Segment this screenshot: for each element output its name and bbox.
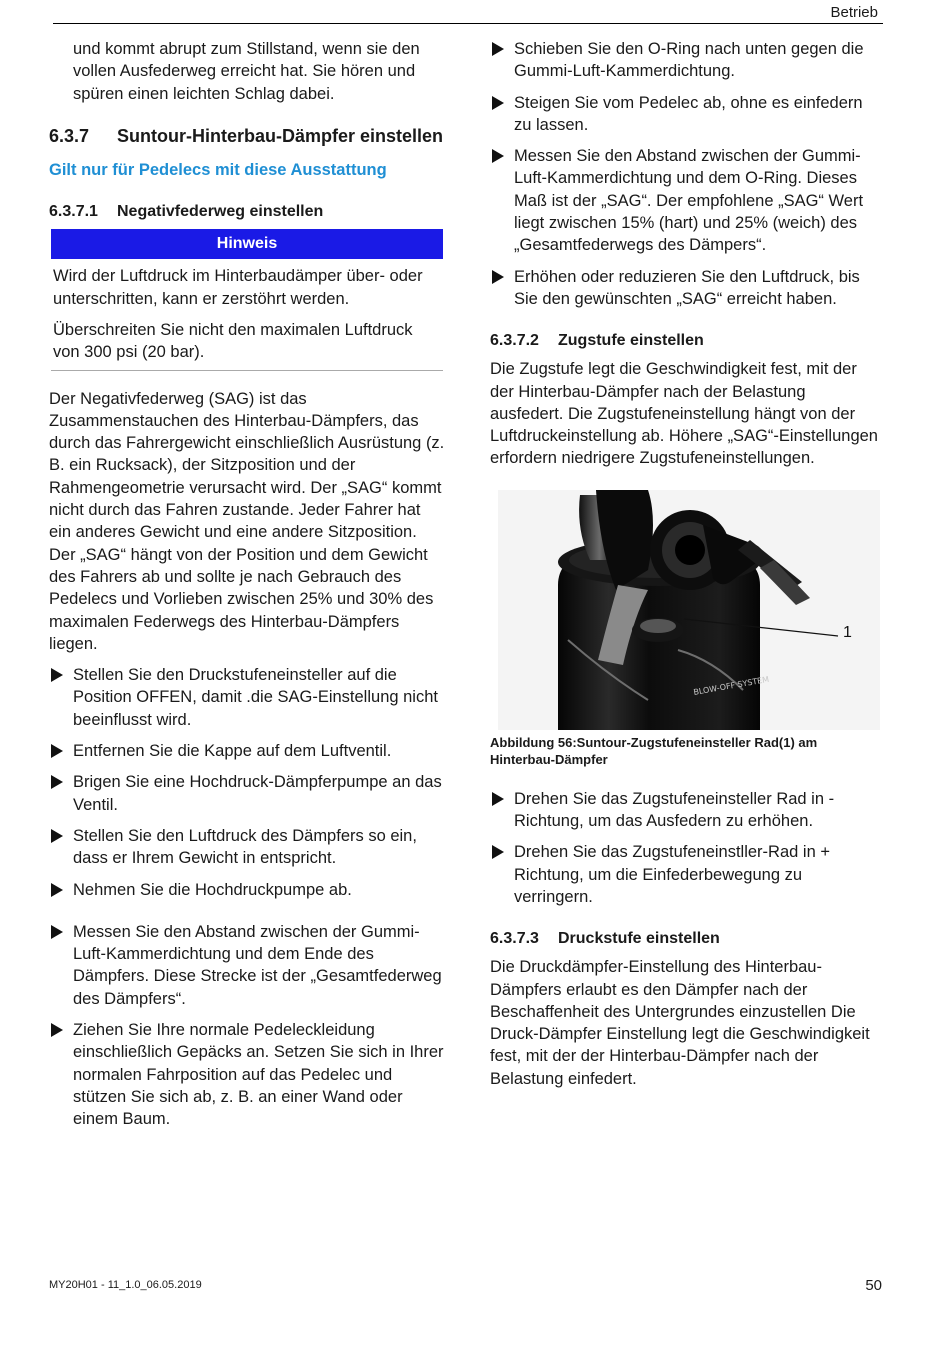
shock-absorber-illustration — [498, 490, 880, 730]
notice-label: Hinweis — [51, 229, 443, 259]
subsection-title: Zugstufe einstellen — [558, 332, 704, 350]
figure-caption: Abbildung 56:Suntour-Zugstufeneinsteller Rad(1) am Hinterbau-Dämpfer — [490, 734, 818, 767]
triangle-bullet-icon — [49, 825, 73, 870]
subsection-heading — [49, 201, 445, 223]
section-number: 6.3.7 — [49, 125, 90, 146]
instruction-step — [490, 266, 882, 311]
section-title: Suntour-Hinterbau-Dämpfer einstellen — [117, 125, 444, 146]
triangle-bullet-icon — [49, 664, 73, 731]
step-text: Steigen Sie vom Pedelec ab, ohne es einfedern zu lassen. — [514, 93, 863, 134]
instruction-step — [490, 841, 882, 908]
instruction-step — [49, 664, 445, 731]
triangle-bullet-icon — [490, 841, 514, 908]
step-text: Drehen Sie das Zugstufeneinsteller Rad in - Richtung, um das Ausfedern zu erhöhen. — [514, 789, 835, 831]
header-rule — [53, 23, 883, 24]
notice-text: Wird der Luftdruck im Hinterbaudämper über- oder unterschritten, kann er zerstöhrt werden. — [53, 267, 423, 308]
step-text: Stellen Sie den Luftdruck des Dämpfers so ein, dass er Ihrem Gewicht in entspricht. — [73, 826, 417, 868]
subsection-number: 6.3.7.2 — [490, 332, 539, 350]
instruction-step — [49, 921, 445, 1010]
step-text: Erhöhen oder reduzieren Sie den Luftdruck, bis Sie den gewünschten „SAG“ erreicht haben. — [514, 267, 860, 308]
step-text: Schieben Sie den O-Ring nach unten gegen die Gummi-Luft-Kammerdichtung. — [514, 40, 864, 81]
triangle-bullet-icon — [49, 771, 73, 816]
body-paragraph: Die Druckdämpfer-Einstellung des Hinterbau-Dämpfers erlaubt es den Dämpfer nach der Beschaffenheit des Untergrundes einzustellen Die Druck-Dämpfer Einstellung legt die Geschwindigkeit fest, mit der der Hinterbau-Dämpfer nach der Belastung einfedert. — [490, 958, 870, 1088]
footer-document-id: MY20H01 - 11_1.0_06.05.2019 — [49, 1279, 202, 1291]
triangle-bullet-icon — [49, 1019, 73, 1130]
instruction-step — [49, 740, 445, 762]
instruction-step — [490, 92, 882, 137]
notice-box — [51, 229, 443, 370]
applies-note: Gilt nur für Pedelecs mit diese Ausstattung — [49, 161, 387, 180]
triangle-bullet-icon — [490, 38, 514, 83]
callout-number: 1 — [843, 623, 852, 641]
step-text: Brigen Sie eine Hochdruck-Dämpferpumpe an das Ventil. — [73, 773, 442, 814]
intro-text: und kommt abrupt zum Stillstand, wenn sie den vollen Ausfederweg erreicht hat. Sie hören und spüren einen leichten Schlag dabei. — [73, 40, 420, 103]
subsection-title: Negativfederweg einstellen — [117, 203, 324, 221]
step-text: Stellen Sie den Druckstufeneinsteller auf die Position OFFEN, damit .die SAG-Einstellung nicht beeinflusst wird. — [73, 666, 438, 729]
step-text: Entfernen Sie die Kappe auf dem Luftventil. — [73, 742, 392, 761]
triangle-bullet-icon — [490, 92, 514, 137]
triangle-bullet-icon — [490, 788, 514, 833]
notice-text: Überschreiten Sie nicht den maximalen Luftdruck von 300 psi (20 bar). — [53, 320, 413, 362]
step-text: Messen Sie den Abstand zwischen der Gummi-Luft-Kammerdichtung und dem Ende des Dämpfers. Diese Strecke ist der „Gesamtfederweg des Dämpfers“. — [73, 922, 442, 1008]
triangle-bullet-icon — [49, 740, 73, 762]
subsection-number: 6.3.7.3 — [490, 930, 539, 948]
triangle-bullet-icon — [49, 879, 73, 901]
triangle-bullet-icon — [490, 266, 514, 311]
subsection-number: 6.3.7.1 — [49, 203, 98, 221]
triangle-bullet-icon — [490, 145, 514, 256]
instruction-step — [490, 788, 882, 833]
body-paragraph: Die Zugstufe legt die Geschwindigkeit fest, mit der der Hinterbau-Dämpfer nach der Belastung ausfedert. Die Zugstufeneinstellung hängt von der Luftdruckeinstellung ab. Höhere „SAG“-Einstellungen erfordern niedrigere Zugstufeneinstellungen. — [490, 360, 878, 468]
photo-label: BLOW-OFF SYSTEM — [692, 674, 770, 697]
left-column — [49, 38, 445, 1139]
page-number: 50 — [865, 1277, 882, 1294]
instruction-step — [490, 38, 882, 83]
instruction-step — [49, 1019, 445, 1130]
running-header: Betrieb — [830, 4, 878, 21]
instruction-step — [490, 145, 882, 256]
subsection-heading — [490, 330, 882, 352]
step-text: Nehmen Sie die Hochdruckpumpe ab. — [73, 880, 352, 899]
section-heading — [49, 125, 445, 148]
instruction-step — [49, 825, 445, 870]
subsection-heading — [490, 928, 882, 950]
body-paragraph: Der Negativfederweg (SAG) ist das Zusammenstauchen des Hinterbau-Dämpfers, das durch das Fahrergewicht einschließlich Ausrüstung (z. B. ein Rucksack), der Sitzposition und der Rahmengeometrie verursacht wird. Der „SAG“ kommt nicht durch das Fahren zustande. Jeder Fahrer hat ein anderes Gewicht und eine andere Sitzposition. Der „SAG“ hängt von der Position und dem Gewicht des Fahrers ab und sollte je nach Gebrauch des Pedelecs und Vorlieben zwischen 25% und 30% des maximalen Federwegs des Hinterbau-Dämpfers liegen. — [49, 389, 445, 653]
subsection-title: Druckstufe einstellen — [558, 930, 720, 948]
triangle-bullet-icon — [49, 921, 73, 1010]
instruction-step — [49, 879, 445, 901]
step-text: Drehen Sie das Zugstufeneinstller-Rad in + Richtung, um die Einfederbewegung zu verringern. — [514, 843, 830, 906]
right-column — [490, 38, 882, 1090]
step-text: Ziehen Sie Ihre normale Pedeleckleidung einschließlich Gepäcks an. Setzen Sie sich in Ihrer normalen Fahrposition auf das Pedelec und stützen Sie sich ab, z. B. an einer Wand oder einem Baum. — [73, 1021, 444, 1129]
rear-shock-photo — [498, 490, 880, 730]
step-text: Messen Sie den Abstand zwischen der Gummi-Luft-Kammerdichtung und dem O-Ring. Dieses Maß ist der „SAG“. Der empfohlene „SAG“ Wert liegt zwischen 15% (hart) und 25% (weich) des „Gesamtfederwegs des Dämpers“. — [514, 147, 864, 255]
instruction-step — [49, 771, 445, 816]
